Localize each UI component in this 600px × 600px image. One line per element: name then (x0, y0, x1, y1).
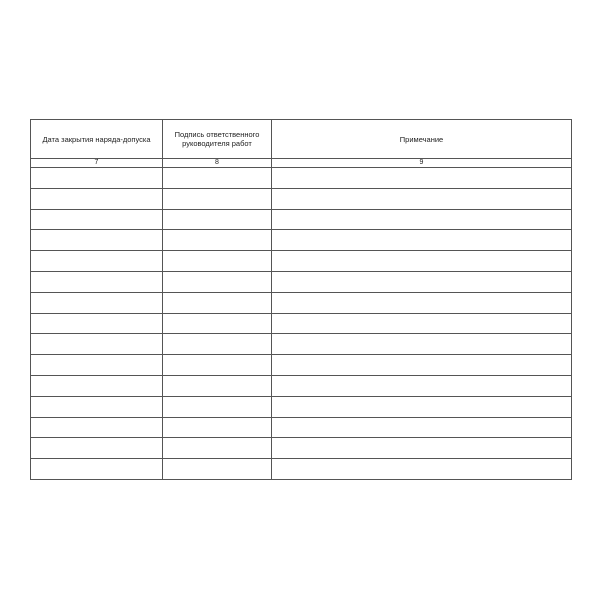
closing-date-cell (31, 292, 163, 313)
signature-cell (163, 375, 272, 396)
closing-date-cell (31, 417, 163, 438)
table-row (31, 168, 572, 189)
signature-cell (163, 313, 272, 334)
closing-date-cell (31, 396, 163, 417)
closing-date-cell (31, 168, 163, 189)
table-row (31, 417, 572, 438)
signature-cell (163, 334, 272, 355)
table-row (31, 438, 572, 459)
note-cell (272, 313, 572, 334)
closing-date-cell (31, 355, 163, 376)
table-body (31, 159, 572, 480)
column-number-9: 9 (272, 159, 572, 168)
work-permit-closure-table (30, 119, 572, 480)
table-row (31, 313, 572, 334)
note-cell (272, 417, 572, 438)
note-cell (272, 396, 572, 417)
signature-cell (163, 188, 272, 209)
header-closing-date: Дата закрытия наряда-допуска (31, 120, 163, 159)
note-cell (272, 375, 572, 396)
signature-cell (163, 168, 272, 189)
note-cell (272, 271, 572, 292)
table-row (31, 375, 572, 396)
header-row (31, 120, 572, 159)
note-cell (272, 292, 572, 313)
note-cell (272, 438, 572, 459)
table-row (31, 230, 572, 251)
closing-date-cell (31, 313, 163, 334)
note-cell (272, 230, 572, 251)
note-cell (272, 168, 572, 189)
closing-date-cell (31, 271, 163, 292)
column-number-7: 7 (31, 159, 163, 168)
table-row (31, 188, 572, 209)
note-cell (272, 188, 572, 209)
signature-cell (163, 438, 272, 459)
closing-date-cell (31, 209, 163, 230)
signature-cell (163, 251, 272, 272)
closing-date-cell (31, 375, 163, 396)
signature-cell (163, 271, 272, 292)
signature-cell (163, 230, 272, 251)
signature-cell (163, 396, 272, 417)
note-cell (272, 209, 572, 230)
note-cell (272, 459, 572, 480)
closing-date-cell (31, 230, 163, 251)
table-row (31, 334, 572, 355)
note-cell (272, 355, 572, 376)
signature-cell (163, 292, 272, 313)
table-row (31, 271, 572, 292)
closing-date-cell (31, 459, 163, 480)
table-row (31, 396, 572, 417)
closing-date-cell (31, 334, 163, 355)
table-row (31, 355, 572, 376)
signature-cell (163, 355, 272, 376)
table-row (31, 459, 572, 480)
signature-cell (163, 417, 272, 438)
header-note: Примечание (272, 120, 572, 159)
signature-cell (163, 209, 272, 230)
column-number-row (31, 159, 572, 168)
header-supervisor-signature: Подпись ответственного руководителя работ (163, 120, 272, 159)
closing-date-cell (31, 188, 163, 209)
table-row (31, 209, 572, 230)
table-row (31, 292, 572, 313)
table-row (31, 251, 572, 272)
closing-date-cell (31, 251, 163, 272)
note-cell (272, 334, 572, 355)
signature-cell (163, 459, 272, 480)
column-number-8: 8 (163, 159, 272, 168)
note-cell (272, 251, 572, 272)
closing-date-cell (31, 438, 163, 459)
